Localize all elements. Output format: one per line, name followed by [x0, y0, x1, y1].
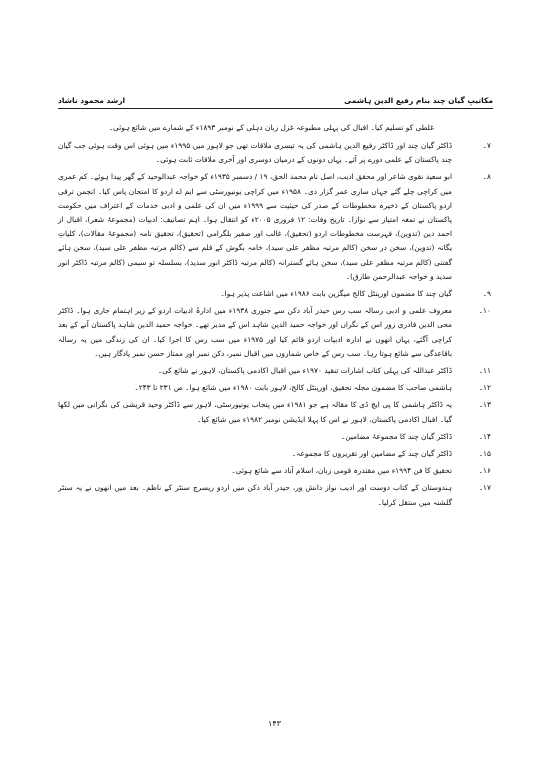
note-item: [0, 481, 549, 509]
continued-text: غلطی کو تسلیم کیا۔ اقبال کی پہلی مطبوعہ غزل زبان دہلی کے نومبر ۱۸۹۳ء کے شمارے میں شائع ہوئی۔: [108, 123, 434, 132]
note-text: ڈاکٹر گیان چند کے مضامین اور تقریروں کا مجموعہ۔: [291, 449, 452, 459]
note-text: تحقیق کا فن ۱۹۹۴ء میں مقتدرہ قومی زبان، اسلام آباد سے شائع ہوئی۔: [231, 466, 452, 476]
note-number: ۱۴۔: [478, 431, 491, 441]
note-text: ڈاکٹر گیان چند کا مجموعۂ مضامین۔: [340, 431, 452, 441]
note-number: ۱۲۔: [478, 383, 491, 393]
note-number: ۷۔: [482, 141, 491, 150]
note-number: ۱۶۔: [478, 466, 491, 476]
note-number: ۱۳۔: [478, 400, 491, 410]
note-text: ہندوستان کے کتاب دوست اور ادیب نواز دانش ور، حیدر آباد دکن میں اردو ریسرچ سنٹر کے ناظم۔ بعد میں انھوں نے یہ سنٹر گلشنہ میں منتقل کرلیا۔: [58, 483, 452, 507]
note-text: ہاشمی صاحب کا مضمون مجلہ تحقیق، اورینٹل کالج، لاہور بابت ۱۹۸۰ء میں شائع ہوا۔ ص ۲۳۱ تا ۲۴۳۔: [134, 383, 452, 393]
note-item: [0, 398, 549, 426]
note-item: [0, 170, 549, 284]
note-number: ۸۔: [482, 172, 491, 182]
note-number: ۹۔: [482, 289, 491, 299]
note-item: [0, 139, 549, 167]
note-item: [0, 447, 549, 461]
note-item: [0, 287, 549, 301]
note-number: ۱۷۔: [478, 483, 491, 493]
note-item: [0, 364, 549, 378]
header-rule: [58, 108, 493, 109]
note-item: [0, 381, 549, 395]
note-item: [0, 304, 549, 361]
note-text: معروف علمی و ادبی رسالہ سب رس حیدر آباد دکن سے جنوری ۱۹۳۸ء میں ادارۂ ادبیات اردو کے زیر اہتمام جاری ہوا۔ ڈاکٹر محی الدین قادری زور اس کے نگراں اور خواجہ حمید الدین شاہد اس کے مدیر تھے۔ خواجہ حمید الدین شاہد پاکستان آنے کے بعد کراچی آگئے، یہاں انھوں نے ادارہ ادبیات اردو قائم کیا اور ۱۹۷۵ء میں سب رس کا اجرا کیا۔ ان کی زندگی میں یہ رسالہ باقاعدگی سے شائع ہوتا رہا۔ سب رس کے خاص شماروں میں اقبال نمبر، دکن نمبر اور ممتاز حسن نمبر یادگار ہیں۔: [58, 306, 452, 358]
note-number: ۱۵۔: [478, 449, 491, 459]
note-number: ۱۱۔: [478, 366, 491, 376]
note-text: ڈاکٹر گیان چند اور ڈاکٹر رفیع الدین ہاشمی کی یہ تیسری ملاقات تھی جو لاہور میں ۱۹۹۵ء میں ہوئی اس وقت ہوئی جب گیان چند پاکستان کے علمی دورے پر آئے۔ یہاں دونوں کے درمیان دوسری اور آخری ملاقات ثابت ہوئی۔: [58, 141, 452, 165]
header-book-title: مکاتیبِ گیان چند بنام رفیع الدین ہاشمی: [344, 96, 493, 105]
running-header: [58, 96, 493, 108]
note-text: ڈاکٹر عبداللہ کی پہلی کتاب اشارات تنقید ۱۹۷۰ء میں اقبال اکادمی پاکستان، لاہور نے شائع کی۔: [157, 366, 452, 376]
note-item: [0, 430, 549, 444]
notes-list: [0, 139, 549, 513]
page-number: ۱۴۳: [268, 719, 281, 728]
note-text: ابو سعید نقوی شاعر اور محقق ادیب، اصل نام محمد الحق، ۱۹ / دسمبر ۱۹۳۵ء کو خواجہ عبدالوحید کے گھر پیدا ہوئے۔ کم عمری میں کراچی چلے گئے جہاں ساری عمر گزار دی۔ ۱۹۵۸ء میں کراچی یونیورسٹی سے ایم اے اردو کا امتحان پاس کیا۔ انجمن ترقی اردو پاکستان کے ذخیرہ مخطوطات کے صدر کی حیثیت سے ۱۹۹۹ء میں ان کی علمی و ادبی خدمات کے اعتراف میں حکومت پاکستان نے تمغہ امتیاز سے نوازا۔ تاریخ وفات: ۱۲ فروری ۲۰۰۵ء کو انتقال ہوا۔ اہم تصانیف: ادبیات (مجموعۂ شعر)، اقبال از احمد دین (تدوین)، فہرست مخطوطات اردو (تحقیق)، غالب اور صفیر بلگرامی (تحقیق)، تحقیق نامہ (مجموعۂ مقالات)، کلیاتِ یگانہ (تدوین)، سخن در سخن (کالم مرتبہ مظفر علی سید)، خامہ بگوش کے قلم سے (کالم مرتبہ مظفر علی سید)، سخن ہائے گفتنی (کالم مرتبہ مظفر علی سید)، سخن ہائے گسترانہ (کالم مرتبہ ڈاکٹر انور سدید)، بسلسلہ تو سیمی (کالم مرتبہ ڈاکٹر انور سدید و خواجہ عبدالرحمن طارق)۔: [58, 172, 453, 281]
note-text: گیان چند کا مضمون اورینٹل کالج میگزین بابت ۱۹۸۶ء میں اشاعت پذیر ہوا۔: [220, 289, 452, 299]
header-author: ارشد محمود ناشاد: [58, 96, 126, 105]
note-text: یہ ڈاکٹر ہاشمی کا پی ایچ ڈی کا مقالہ ہے جو ۱۹۸۱ء میں پنجاب یونیورسٹی، لاہور سے ڈاکٹر وحید قریشی کی نگرانی میں لکھا گیا۔ اقبال اکادمی پاکستان، لاہور نے اس کا پہلا ایڈیشن نومبر ۱۹۸۲ء میں شائع کیا۔: [58, 400, 452, 424]
note-item: [0, 464, 549, 478]
note-number: ۱۰۔: [478, 306, 491, 316]
